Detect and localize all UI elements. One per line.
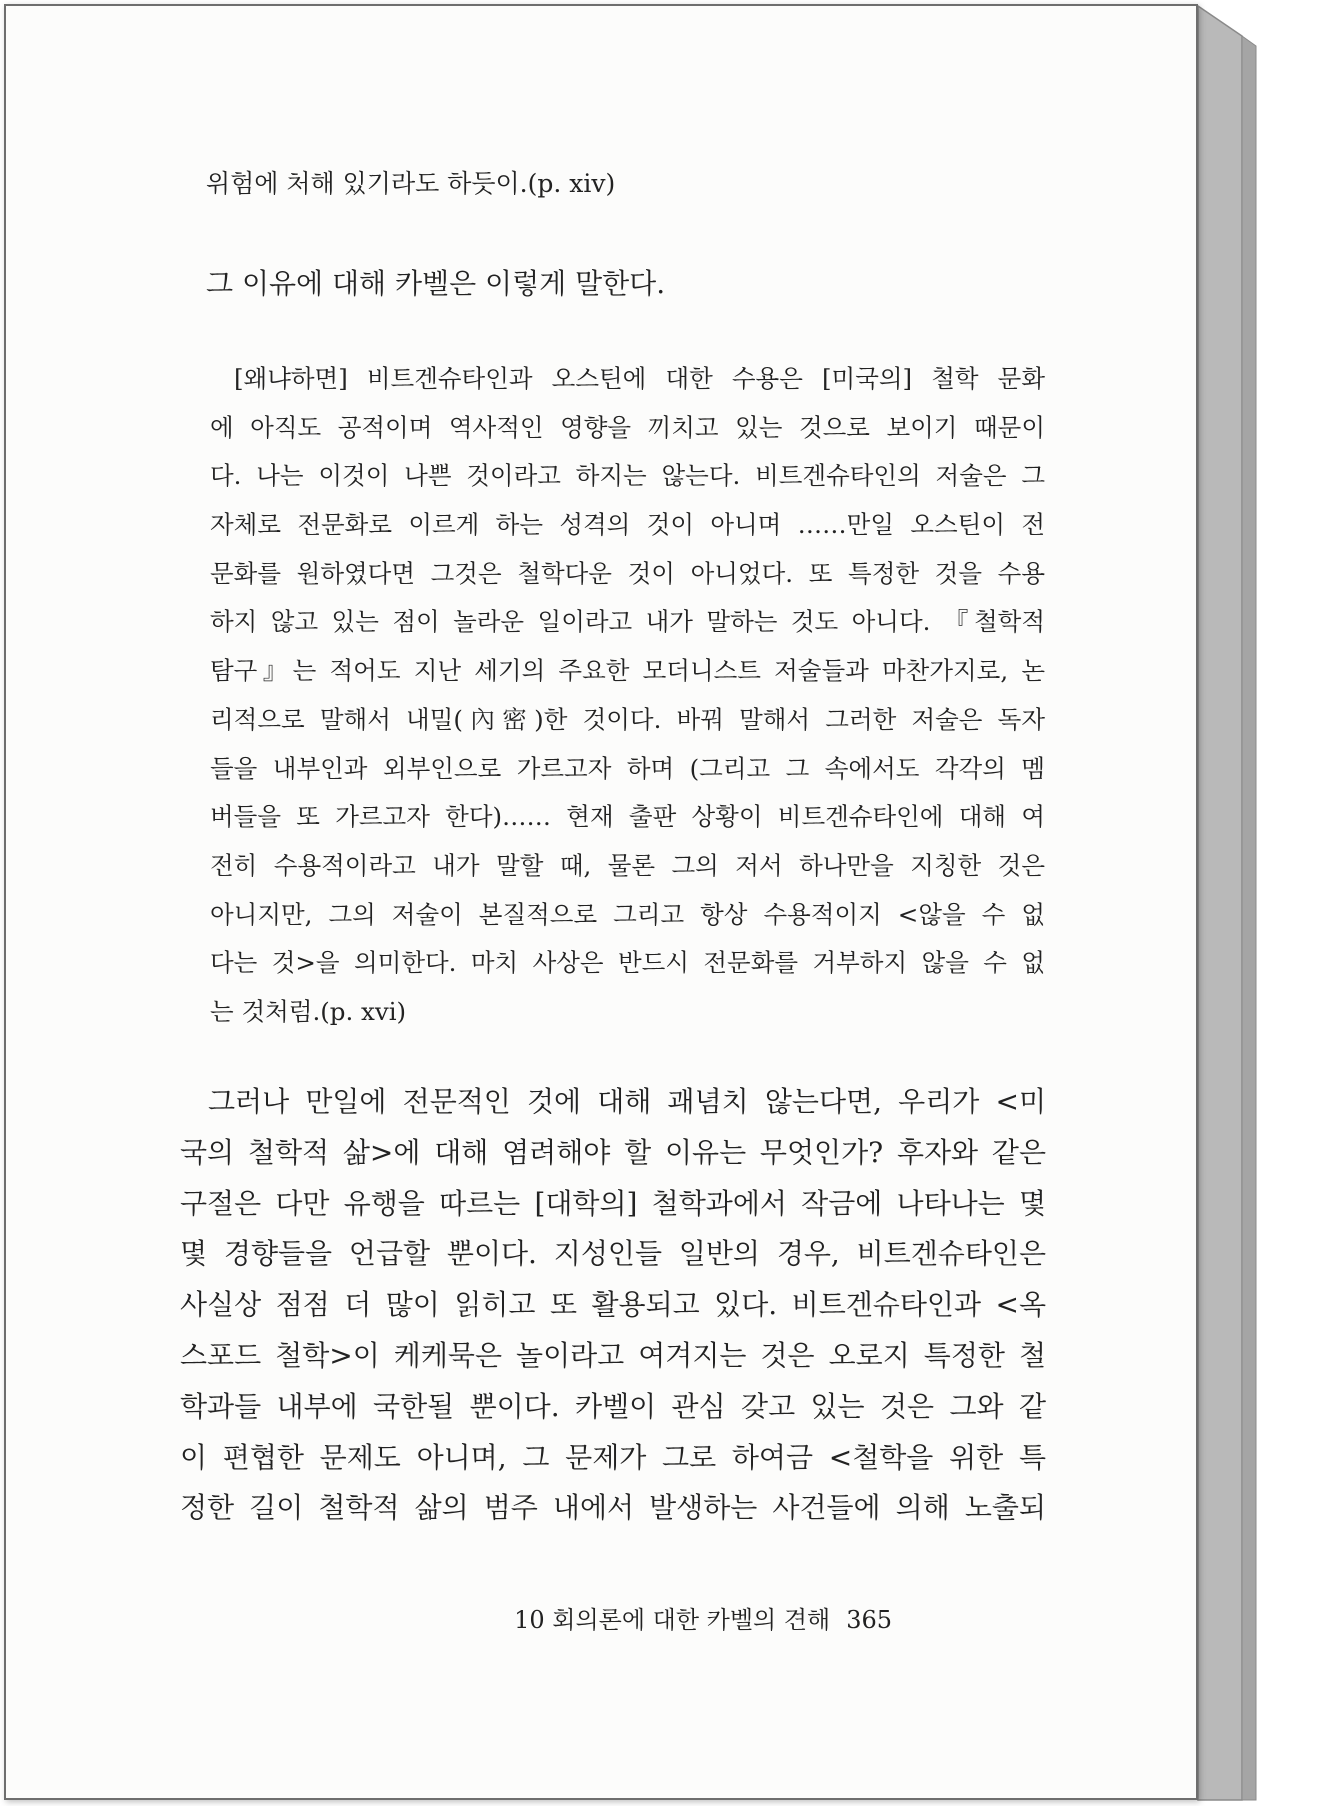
- intro-line: 위험에 처해 있기라도 하듯이.(p. xiv): [206, 169, 616, 198]
- body-line: 정한 길이 철학적 삶의 범주 내에서 발생하는 사건들에 의해 노출되: [180, 1491, 1046, 1525]
- body-line: 스포드 철학>이 케케묵은 놀이라고 여겨지는 것은 오로지 특정한 철: [180, 1338, 1046, 1372]
- quote-line: 다는 것>을 의미한다. 마치 사상은 반드시 전문화를 거부하지 않을 수 없: [210, 948, 1045, 978]
- body-line: 국의 철학적 삶>에 대해 염려해야 할 이유는 무엇인가? 후자와 같은: [180, 1135, 1046, 1169]
- quote-line: [왜냐하면] 비트겐슈타인과 오스틴에 대한 수용은 [미국의] 철학 문화: [234, 364, 1045, 393]
- page-stack-edge: [1196, 0, 1319, 1806]
- body-paragraph: [180, 1077, 1046, 1534]
- quote-line: 에 아직도 공적이며 역사적인 영향을 끼치고 있는 것으로 보이기 때문이: [210, 412, 1045, 442]
- body-line: 그러나 만일에 전문적인 것에 대해 괘념치 않는다면, 우리가 <미: [208, 1085, 1046, 1118]
- document-page: [4, 4, 1198, 1800]
- body-line: 사실상 점점 더 많이 읽히고 또 활용되고 있다. 비트겐슈타인과 <옥: [180, 1288, 1046, 1322]
- quote-line: 하지 않고 있는 점이 놀라운 일이라고 내가 말하는 것도 아니다. 『철학적: [210, 607, 1045, 637]
- quote-line: 리적으로 말해서 내밀(內密)한 것이다. 바꿔 말해서 그러한 저술은 독자: [210, 704, 1045, 734]
- footer-chapter-title: 10 회의론에 대한 카벨의 견해: [514, 1606, 831, 1634]
- page-number: 365: [846, 1606, 892, 1634]
- quote-line: 버들을 또 가르고자 한다)…… 현재 출판 상황이 비트겐슈타인에 대해 여: [210, 802, 1045, 832]
- body-line: 이 편협한 문제도 아니며, 그 문제가 그로 하여금 <철학을 위한 특: [180, 1440, 1046, 1474]
- quote-line: 문화를 원하였다면 그것은 철학다운 것이 아니었다. 또 특정한 것을 수용: [210, 558, 1045, 588]
- body-line: 학과들 내부에 국한될 뿐이다. 카벨이 관심 갖고 있는 것은 그와 같: [180, 1389, 1046, 1423]
- quote-line: 들을 내부인과 외부인으로 가르고자 하며 (그리고 그 속에서도 각각의 멤: [210, 753, 1045, 783]
- quote-line: 는 것처럼.(p. xvi): [210, 996, 407, 1026]
- quote-line: 아니지만, 그의 저술이 본질적으로 그리고 항상 수용적이지 <않을 수 없: [210, 899, 1045, 929]
- block-quote: [210, 355, 1045, 1037]
- body-line: 구절은 다만 유행을 따르는 [대학의] 철학과에서 작금에 나타나는 몇: [180, 1186, 1046, 1220]
- lead-in-line: 그 이유에 대해 카벨은 이렇게 말한다.: [206, 267, 666, 300]
- quote-line: 전히 수용적이라고 내가 말할 때, 물론 그의 저서 하나만을 지칭한 것은: [210, 850, 1045, 880]
- running-footer: [514, 1600, 892, 1635]
- quote-line: 다. 나는 이것이 나쁜 것이라고 하지는 않는다. 비트겐슈타인의 저술은 그: [210, 461, 1045, 491]
- body-line: 몇 경향들을 언급할 뿐이다. 지성인들 일반의 경우, 비트겐슈타인은: [180, 1237, 1046, 1271]
- quote-line: 자체로 전문화로 이르게 하는 성격의 것이 아니며 ……만일 오스틴이 전: [210, 510, 1045, 540]
- quote-line: 탐구』는 적어도 지난 세기의 주요한 모더니스트 저술들과 마찬가지로, 논: [210, 656, 1045, 686]
